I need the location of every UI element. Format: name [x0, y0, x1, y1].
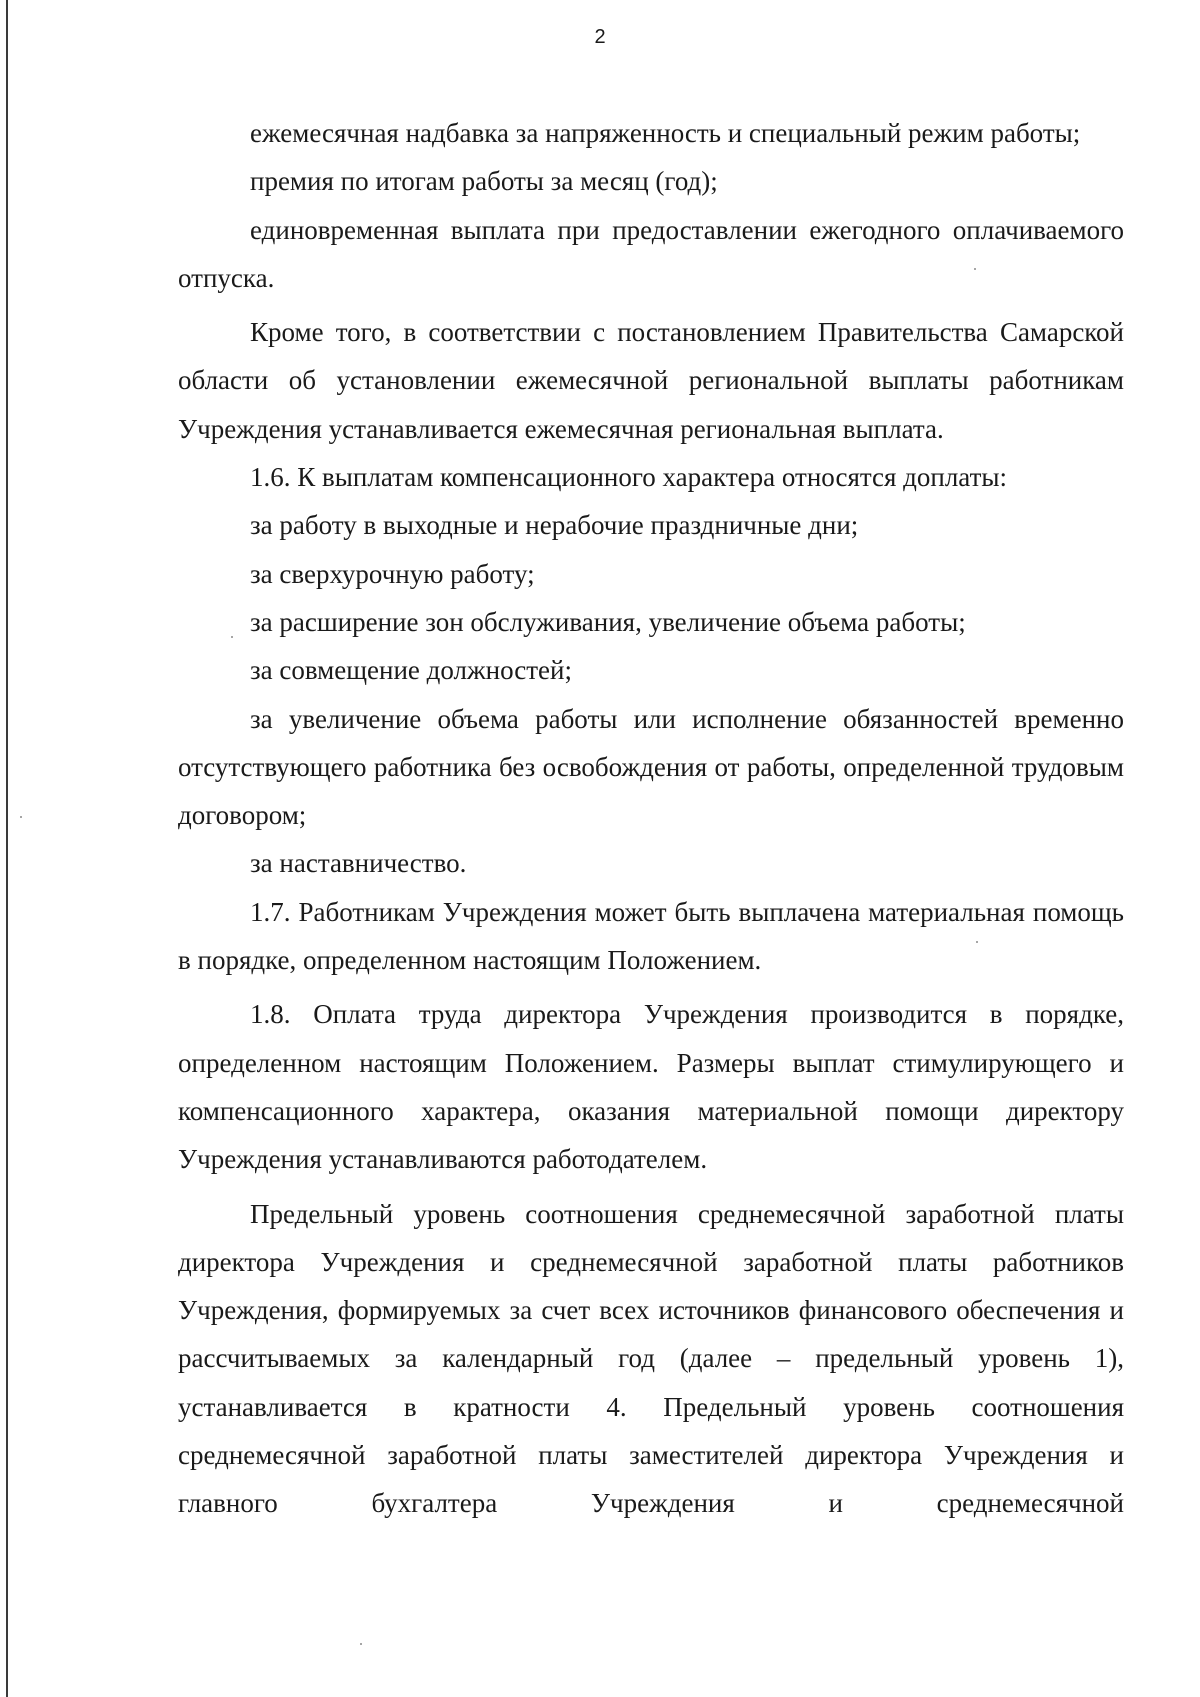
- page-number: 2: [594, 26, 606, 48]
- page-left-edge-line: [6, 0, 8, 1697]
- list-item-mentoring: за наставничество.: [250, 848, 467, 879]
- list-item-position-combination: за совмещение должностей;: [250, 655, 572, 686]
- scan-speck: [974, 268, 976, 270]
- scan-speck: [360, 1643, 362, 1645]
- document-body: [178, 109, 1124, 1528]
- scan-speck: [20, 816, 22, 818]
- paragraph-section-1-6: 1.6. К выплатам компенсационного характера относятся доплаты:: [250, 462, 1008, 493]
- paragraph-salary-ratio: Предельный уровень соотношения среднемесячной заработной платы директора Учреждения и среднемесячной заработной платы работников Учреждения, формируемых за счет всех источников финансового обеспечения и рассчитываемых за календарный год (далее – предельный уровень 1), устанавливается в кратности 4. Предельный уровень соотношения среднемесячной заработной платы заместителей директора Учреждения и главного бухгалтера Учреждения и среднемесячной: [178, 1198, 1124, 1519]
- paragraph-monthly-allowance: ежемесячная надбавка за напряженность и специальный режим работы;: [250, 118, 1081, 148]
- list-item-absent-worker-duties: за увеличение объема работы или исполнение обязанностей временно отсутствующего работника без освобождения от работы, определенной трудовым договором;: [178, 703, 1124, 831]
- paragraph-regional-payment: Кроме того, в соответствии с постановлением Правительства Самарской области об установлении ежемесячной региональной выплаты работникам Учреждения устанавливается ежемесячная региональная выплата.: [178, 317, 1124, 444]
- scan-speck: [976, 941, 978, 943]
- list-item-weekend-work: за работу в выходные и нерабочие праздничные дни;: [250, 510, 859, 541]
- scan-speck: [231, 636, 233, 638]
- paragraph-section-1-7: 1.7. Работникам Учреждения может быть выплачена материальная помощь в порядке, определенном настоящим Положением.: [178, 896, 1124, 976]
- paragraph-section-1-8: 1.8. Оплата труда директора Учреждения производится в порядке, определенном настоящим Положением. Размеры выплат стимулирующего и компенсационного характера, оказания материальной помощи директору Учреждения устанавливаются работодателем.: [178, 999, 1124, 1175]
- paragraph-bonus: премия по итогам работы за месяц (год);: [250, 166, 718, 197]
- paragraph-one-time-payment: единовременная выплата при предоставлении ежегодного оплачиваемого отпуска.: [178, 214, 1124, 293]
- list-item-overtime: за сверхурочную работу;: [250, 558, 535, 589]
- list-item-service-expansion: за расширение зон обслуживания, увеличение объема работы;: [250, 606, 966, 637]
